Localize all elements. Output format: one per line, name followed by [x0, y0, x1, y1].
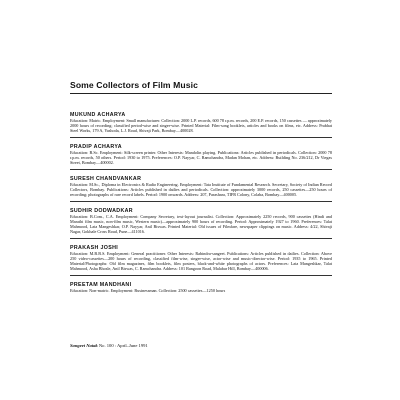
collector-entry-sudhir-dodwadkar: [70, 208, 332, 239]
collector-name: SUDHIR DODWADKAR: [70, 208, 133, 214]
collector-details: Education: B.Com., C.A. Employment: Company Secretary, text-layout journalist. Collection: Approximately 2250 records, 900 cassettes (Hindi and Marathi film music, non-film music, Western music)—approximately 900 hours of recording. Period: Approximately 1927 to 1960. Preferences: Talat Mahmood, Lata Mangeshkar, O.P. Nayyar, Anil Biswas. Printed Material: Old issues of Filmfare, newspaper clippings on music. Address: 4/22, Shivaji Nagar, Gokhale Cross Road, Pune—411016.: [70, 214, 332, 234]
page-title: Some Collectors of Film Music: [70, 80, 199, 90]
collector-details: Education: Non-matric. Employment: Businessman. Collection: 2500 cassettes—1250 hours: [70, 288, 226, 293]
collector-details: Education: Matric. Employment: Small manufacturer. Collection: 2000 L.P. records, 600 78 r.p.m. records, 200 E.P. records, 150 cassettes — approximately 2000 hours of recording; classified period-wise and singer-wise. Printed Material: Film-song booklets, articles and books on films, etc. Address: Prabhat Steel Works, 179 A, Yashoda, L.J. Road, Shivaji Park, Bombay—400028.: [70, 118, 332, 133]
title-rule: [70, 93, 332, 94]
collector-name: PRADIP ACHARYA: [70, 144, 122, 150]
page-footer: [70, 343, 148, 348]
collector-name: PRAKASH JOSHI: [70, 245, 119, 251]
collector-entry-preetam-mandhani: [70, 282, 332, 293]
collector-details: Education: B.Sc. Employment: Silk-screen printer. Other Interests: Mandolin playing. Publications: Articles published in periodicals. Collection: 2000 78 r.p.m. records, 50 others. Period: 1930 to 1975. Preferences: O.P. Nayyar, C. Ramchandra, Madan Mohan, etc. Address: Building No. 236/212, Dr Viegas Street, Bombay—400002.: [70, 150, 332, 165]
entry-divider: [70, 137, 332, 138]
collector-details: Education: M.B.B.S. Employment: General practitioner. Other Interests: Rabindra-sangeet. Publications: Articles published in dailies. Collection: Above 250 video-cassettes—200 hours of recording, classified film-wise, singer-wise, actor-wise and music-director-wise. Period: 1935 to 1965. Printed Material/Photographs: Old film magazines, film booklets, film posters, black-and-white photographs of actors. Preferences: Lata Mangeshkar, Talat Mahmood, Asha Bhosle, Anil Biswas, C. Ramchandra. Address: 101 Rangoon Road, Malabar Hill, Bombay—400006.: [70, 251, 332, 271]
collector-name: MUKUND ACHARYA: [70, 112, 126, 118]
issue-info: No. 100 : April–June 1991: [97, 343, 148, 348]
entry-divider: [70, 275, 332, 276]
collector-details: Education: M.Sc., Diploma in Electronics & Radio Engineering. Employment: Tata Institute of Fundamental Research. Secretary, Society of Indian Record Collectors, Bombay. Publications: Articles published in dailies and periodicals. Collection: approximately 3000 records, 250 cassettes—250 hours of recording; photographs of rare record labels. Period: 1900 onwards. Address: 207, Parashara, TIFR Colony, Colaba, Bombay—400005.: [70, 182, 332, 197]
collector-list: [70, 112, 332, 299]
collector-entry-pradip-acharya: [70, 144, 332, 170]
collector-entry-suresh-chandvankar: [70, 176, 332, 202]
entry-divider: [70, 238, 332, 239]
magazine-title: Sangeet Natak: [70, 343, 98, 348]
entry-divider: [70, 169, 332, 170]
collector-entry-prakash-joshi: [70, 245, 332, 276]
collector-entry-mukund-acharya: [70, 112, 332, 138]
entry-divider: [70, 201, 332, 202]
collector-name: PREETAM MANDHANI: [70, 282, 132, 288]
collector-name: SURESH CHANDVANKAR: [70, 176, 142, 182]
